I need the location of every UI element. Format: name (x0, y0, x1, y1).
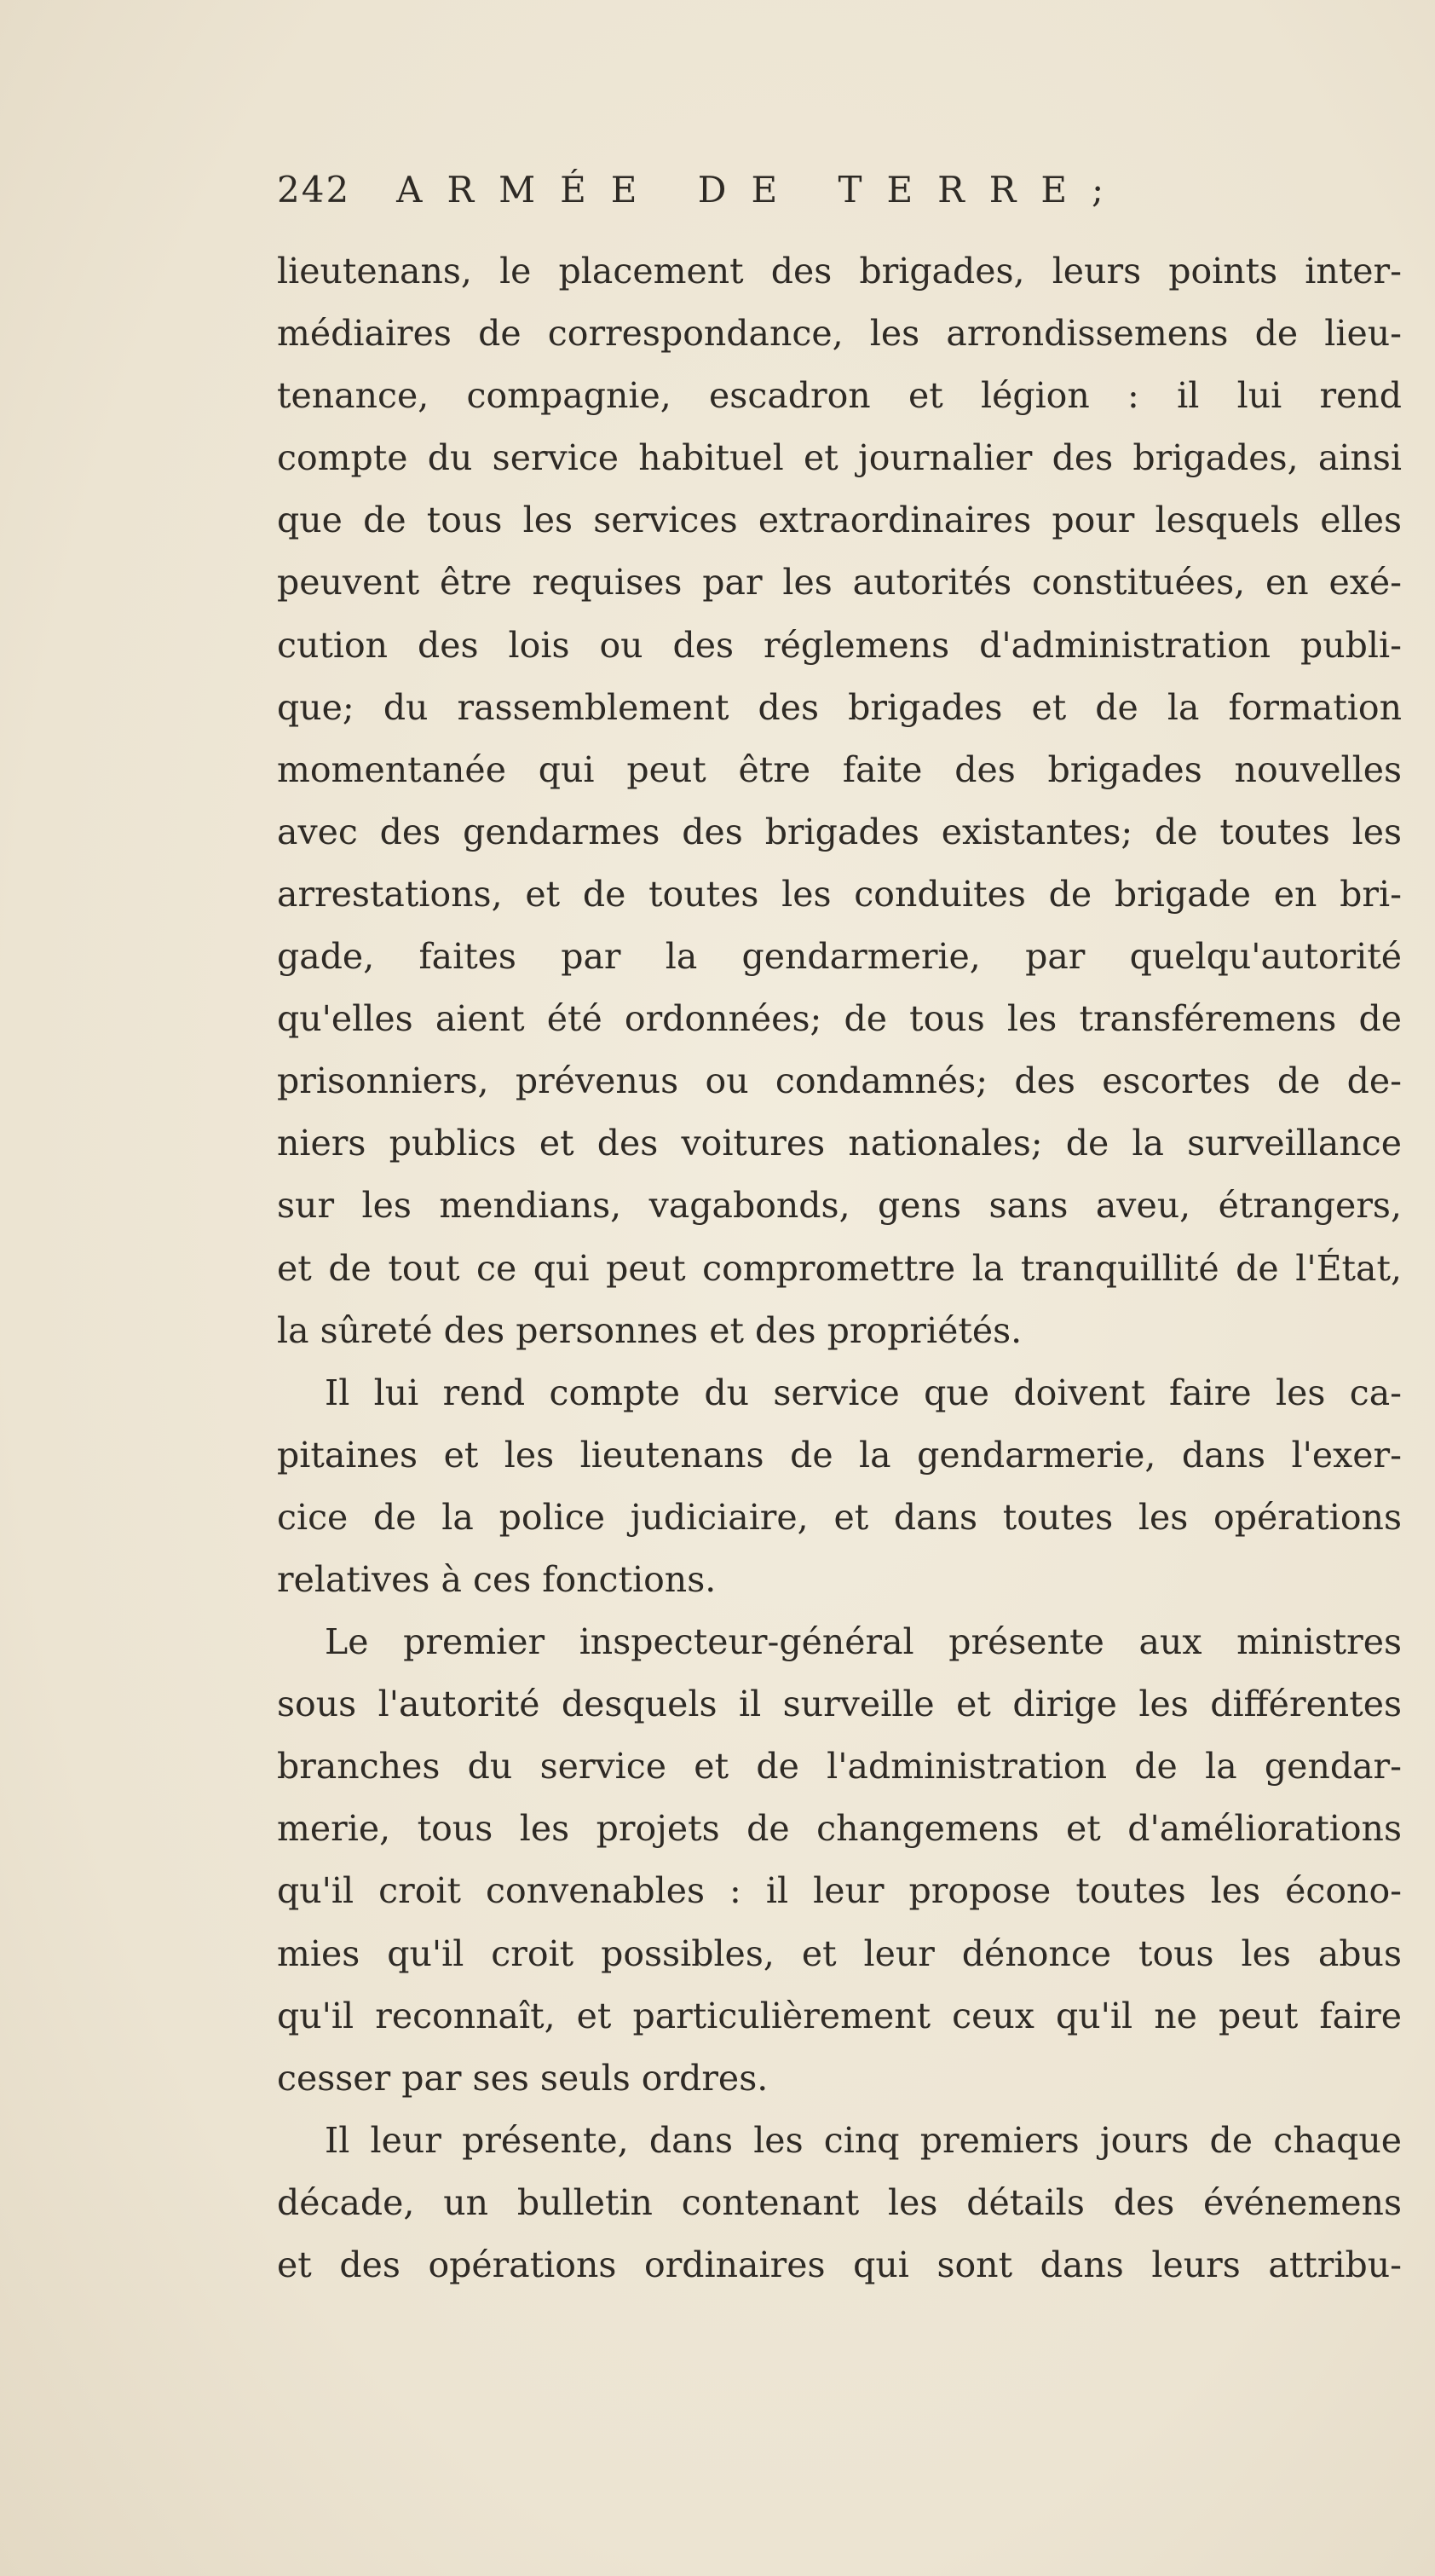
text-line: qu'il reconnaît, et particulièrement ceux qu'il ne peut faire (277, 1995, 1402, 2036)
page-number: 242 (277, 169, 351, 211)
page-header (277, 169, 1128, 220)
text-line: sous l'autorité desquels il surveille et dirige les différentes (277, 1684, 1402, 1725)
text-line: prisonniers, prévenus ou condamnés; des escortes de de- (277, 1060, 1402, 1102)
body-text (277, 240, 1402, 2296)
text-line: avec des gendarmes des brigades existantes; de toutes les (277, 811, 1402, 852)
text-line: lieutenans, le placement des brigades, leurs points inter- (277, 251, 1402, 292)
text-line: momentanée qui peut être faite des brigades nouvelles (277, 748, 1402, 790)
text-line: que de tous les services extraordinaires pour lesquels elles (277, 500, 1402, 541)
text-line: Il leur présente, dans les cinq premiers jours de chaque (325, 2119, 1402, 2161)
text-line: branches du service et de l'administration de la gendar- (277, 1746, 1402, 1788)
text-line: compte du service habituel et journalier des brigades, ainsi (277, 437, 1402, 479)
text-line: qu'il croit convenables : il leur propose toutes les écono- (277, 1870, 1402, 1912)
text-line: qu'elles aient été ordonnées; de tous les transféremens de (277, 998, 1402, 1040)
text-line: que; du rassemblement des brigades et de la formation (277, 686, 1402, 728)
text-line: arrestations, et de toutes les conduites de brigade en bri- (277, 873, 1402, 915)
text-line: merie, tous les projets de changemens et d'améliorations (277, 1808, 1402, 1850)
text-line: niers publics et des voitures nationales; de la surveillance (277, 1123, 1402, 1164)
text-line: cution des lois ou des réglemens d'administration publi- (277, 624, 1402, 666)
text-line: tenance, compagnie, escadron et légion : il lui rend (277, 375, 1402, 417)
text-line: sur les mendians, vagabonds, gens sans aveu, étrangers, (277, 1185, 1402, 1227)
text-line: et de tout ce qui peut compromettre la tranquillité de l'État, (277, 1247, 1402, 1289)
text-line: peuvent être requises par les autorités constituées, en exé- (277, 562, 1402, 604)
text-line: Il lui rend compte du service que doivent faire les ca- (325, 1372, 1402, 1413)
text-line: cice de la police judiciaire, et dans toutes les opérations (277, 1496, 1402, 1538)
running-title: ARMÉE DE TERRE; (396, 169, 1129, 211)
text-line: gade, faites par la gendarmerie, par quelqu'autorité (277, 936, 1402, 978)
text-line: Le premier inspecteur-général présente aux ministres (325, 1621, 1402, 1663)
text-line: la sûreté des personnes et des propriétés. (277, 1309, 1023, 1351)
text-line: cesser par ses seuls ordres. (277, 2057, 769, 2099)
text-line: mies qu'il croit possibles, et leur dénonce tous les abus (277, 1932, 1402, 1974)
text-line: médiaires de correspondance, les arrondissemens de lieu- (277, 313, 1402, 355)
text-line: et des opérations ordinaires qui sont dans leurs attribu- (277, 2244, 1402, 2285)
text-line: relatives à ces fonctions. (277, 1558, 717, 1600)
text-line: décade, un bulletin contenant les détails des événemens (277, 2181, 1402, 2223)
text-line: pitaines et les lieutenans de la gendarmerie, dans l'exer- (277, 1434, 1402, 1476)
